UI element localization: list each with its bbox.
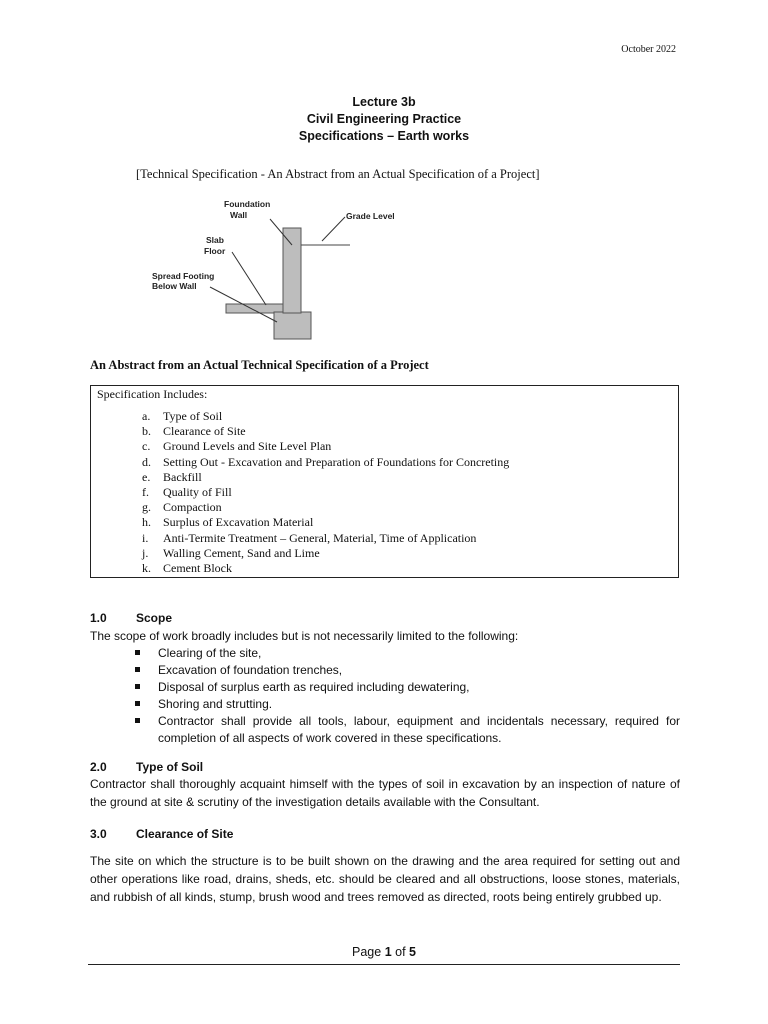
type-of-soil-paragraph: Contractor shall thoroughly acquaint himself with the types of soil in excavation by an inspection of nature of the ground at site & scrutiny of the investigation details available with the Consultant.	[90, 777, 680, 809]
section-heading-type-of-soil: 2.0 Type of Soil	[90, 760, 204, 774]
footer-divider	[88, 964, 680, 965]
label-slab-line1: Slab	[206, 235, 224, 245]
label-foundation-line1: Foundation	[224, 199, 271, 209]
list-item: e. Backfill	[142, 469, 202, 484]
title-line-lecture: Lecture 3b	[352, 95, 416, 109]
current-page-number: 1	[384, 945, 392, 959]
list-item: Excavation of foundation trenches,	[132, 662, 680, 679]
list-item: i. Anti-Termite Treatment – General, Material, Time of Application	[142, 530, 477, 545]
list-item: k. Cement Block	[142, 561, 232, 576]
section-heading-scope: 1.0 Scope	[90, 611, 173, 625]
total-page-count: 5	[409, 945, 416, 959]
list-item: Shoring and strutting.	[132, 696, 680, 713]
specification-box	[90, 385, 679, 578]
grade-level-leader	[322, 217, 345, 241]
label-grade-level: Grade Level	[346, 211, 395, 221]
scope-intro: The scope of work broadly includes but is not necessarily limited to the following:	[90, 629, 519, 643]
bullet-square-icon	[135, 701, 140, 706]
foundation-diagram	[150, 195, 420, 345]
list-item: f. Quality of Fill	[142, 485, 232, 500]
list-item: Contractor shall provide all tools, labour, equipment and incidentals necessary, required for completion of all aspects of work covered in these specifications.	[132, 713, 680, 747]
list-item: c. Ground Levels and Site Level Plan	[142, 439, 332, 454]
list-item: d. Setting Out - Excavation and Preparation of Foundations for Concreting	[142, 454, 510, 469]
bullet-square-icon	[135, 684, 140, 689]
list-item: b. Clearance of Site	[142, 424, 246, 439]
list-item: j. Walling Cement, Sand and Lime	[142, 545, 320, 560]
document-title	[0, 94, 768, 145]
spec-list	[142, 409, 672, 576]
title-line-topic: Specifications – Earth works	[298, 129, 470, 143]
document-date: October 2022	[621, 44, 676, 55]
label-footing-line2: Below Wall	[152, 281, 197, 291]
list-item: a. Type of Soil	[142, 409, 223, 423]
slab-floor-leader	[232, 252, 266, 305]
label-slab-line2: Floor	[204, 246, 226, 256]
list-item: h. Surplus of Excavation Material	[142, 515, 314, 530]
list-item: Clearing of the site,	[132, 645, 680, 662]
label-footing-line1: Spread Footing	[152, 271, 215, 281]
label-foundation-line2: Wall	[230, 210, 248, 220]
spec-intro: Specification Includes:	[97, 387, 208, 401]
bullet-square-icon	[135, 650, 140, 655]
scope-bullet-list	[132, 645, 680, 747]
foundation-wall-shape	[283, 228, 301, 313]
foundation-diagram-svg	[150, 195, 420, 345]
bullet-square-icon	[135, 667, 140, 672]
abstract-heading: An Abstract from an Actual Technical Specification of a Project	[90, 358, 429, 372]
section-heading-clearance: 3.0 Clearance of Site	[90, 827, 234, 841]
list-item: Disposal of surplus earth as required including dewatering,	[132, 679, 680, 696]
document-subtitle: [Technical Specification - An Abstract from an Actual Specification of a Project]	[136, 167, 540, 181]
list-item: g. Compaction	[142, 500, 222, 515]
spread-footing-shape	[274, 312, 311, 339]
title-line-course: Civil Engineering Practice	[306, 112, 462, 126]
bullet-square-icon	[135, 718, 140, 723]
clearance-paragraph: The site on which the structure is to be built shown on the drawing and the area required for setting out and other operations like road, drains, sheds, etc. should be cleared and all obstructions, loose stones, materials, and rubbish of all kinds, stump, brush wood and trees removed as directed, roots being entirely grubbed up.	[90, 854, 680, 904]
page-footer: Page 1 of 5	[352, 945, 416, 959]
